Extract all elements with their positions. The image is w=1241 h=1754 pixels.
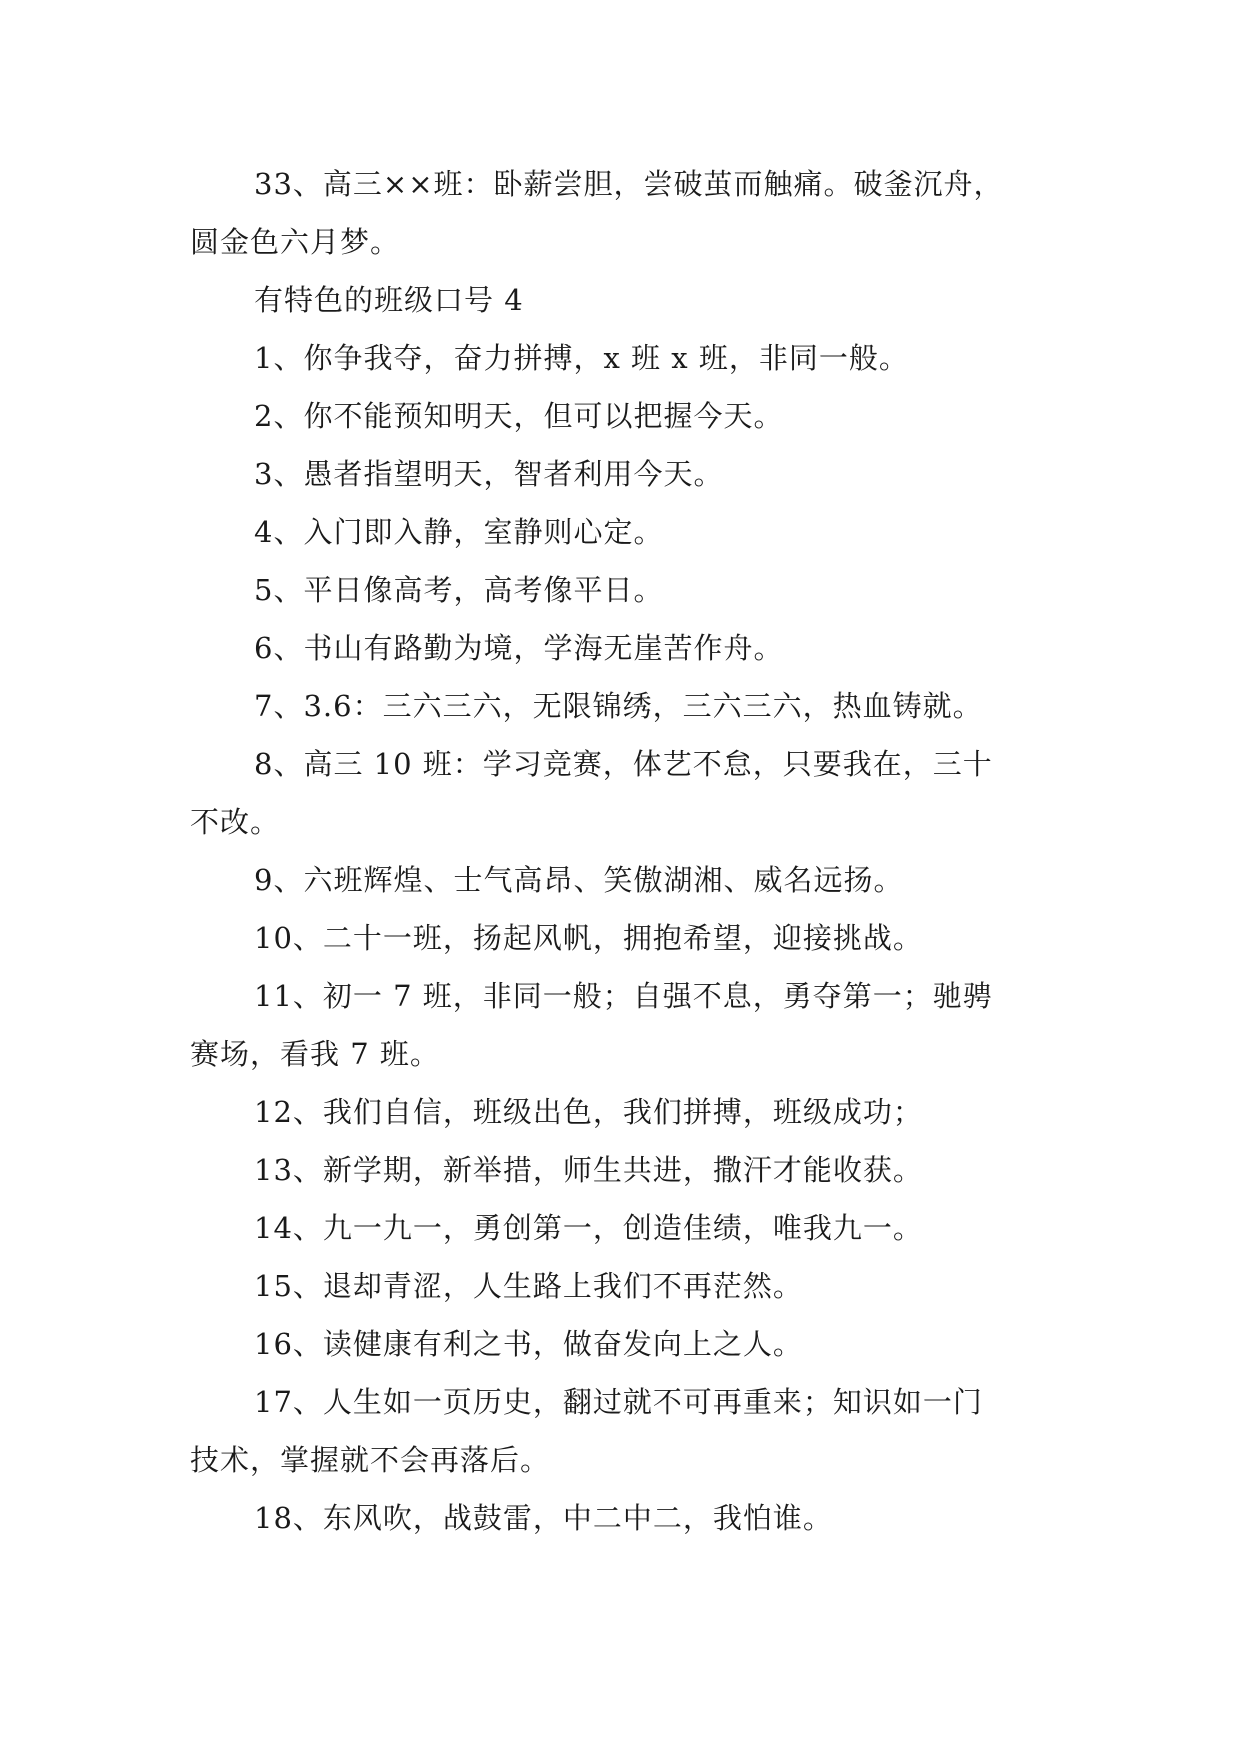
text-line: 2、你不能预知明天，但可以把握今天。 — [254, 399, 784, 433]
text-line: 14、九一九一，勇创第一，创造佳绩，唯我九一。 — [254, 1211, 923, 1245]
text-line: 9、六班辉煌、士气高昂、笑傲湖湘、威名远扬。 — [254, 863, 904, 897]
slogan-5 — [190, 561, 1050, 619]
text-line: 33、高三××班：卧薪尝胆，尝破茧而触痛。破釜沉舟， — [254, 167, 1004, 201]
slogan-1 — [190, 329, 1050, 387]
slogan-12 — [190, 1083, 1050, 1141]
slogan-11 — [190, 967, 1050, 1083]
text-line: 12、我们自信，班级出色，我们拼搏，班级成功； — [254, 1095, 923, 1129]
slogan-7 — [190, 677, 1050, 735]
slogan-9 — [190, 851, 1050, 909]
text-line: 圆金色六月梦。 — [190, 225, 401, 259]
text-line: 10、二十一班，扬起风帆，拥抱希望，迎接挑战。 — [254, 921, 923, 955]
text-line: 4、入门即入静，室静则心定。 — [254, 515, 664, 549]
text-line: 7、3.6：三六三六，无限锦绣，三六三六，热血铸就。 — [254, 689, 983, 723]
slogan-8 — [190, 735, 1050, 851]
slogan-33 — [190, 155, 1050, 271]
slogan-2 — [190, 387, 1050, 445]
text-line: 17、人生如一页历史，翻过就不可再重来；知识如一门 — [254, 1385, 983, 1419]
slogan-3 — [190, 445, 1050, 503]
section-heading — [190, 271, 1050, 329]
slogan-4 — [190, 503, 1050, 561]
slogan-16 — [190, 1315, 1050, 1373]
text-line: 技术，掌握就不会再落后。 — [190, 1443, 551, 1477]
text-line: 18、东风吹，战鼓雷，中二中二，我怕谁。 — [254, 1501, 833, 1535]
text-line: 不改。 — [190, 805, 281, 839]
text-line: 1、你争我夺，奋力拼搏，x 班 x 班，非同一般。 — [254, 341, 909, 375]
text-line: 有特色的班级口号 4 — [254, 283, 524, 317]
text-line: 15、退却青涩，人生路上我们不再茫然。 — [254, 1269, 803, 1303]
text-line: 3、愚者指望明天，智者利用今天。 — [254, 457, 724, 491]
text-line: 赛场，看我 7 班。 — [190, 1037, 440, 1071]
text-line: 8、高三 10 班：学习竞赛，体艺不怠，只要我在，三十 — [254, 747, 993, 781]
slogan-18 — [190, 1489, 1050, 1547]
slogan-6 — [190, 619, 1050, 677]
text-line: 11、初一 7 班，非同一般；自强不息，勇夺第一；驰骋 — [254, 979, 993, 1013]
slogan-15 — [190, 1257, 1050, 1315]
text-line: 13、新学期，新举措，师生共进，撒汗才能收获。 — [254, 1153, 923, 1187]
text-line: 16、读健康有利之书，做奋发向上之人。 — [254, 1327, 803, 1361]
slogan-10 — [190, 909, 1050, 967]
text-line: 5、平日像高考，高考像平日。 — [254, 573, 664, 607]
slogan-14 — [190, 1199, 1050, 1257]
text-line: 6、书山有路勤为境，学海无崖苦作舟。 — [254, 631, 784, 665]
slogan-17 — [190, 1373, 1050, 1489]
slogan-13 — [190, 1141, 1050, 1199]
